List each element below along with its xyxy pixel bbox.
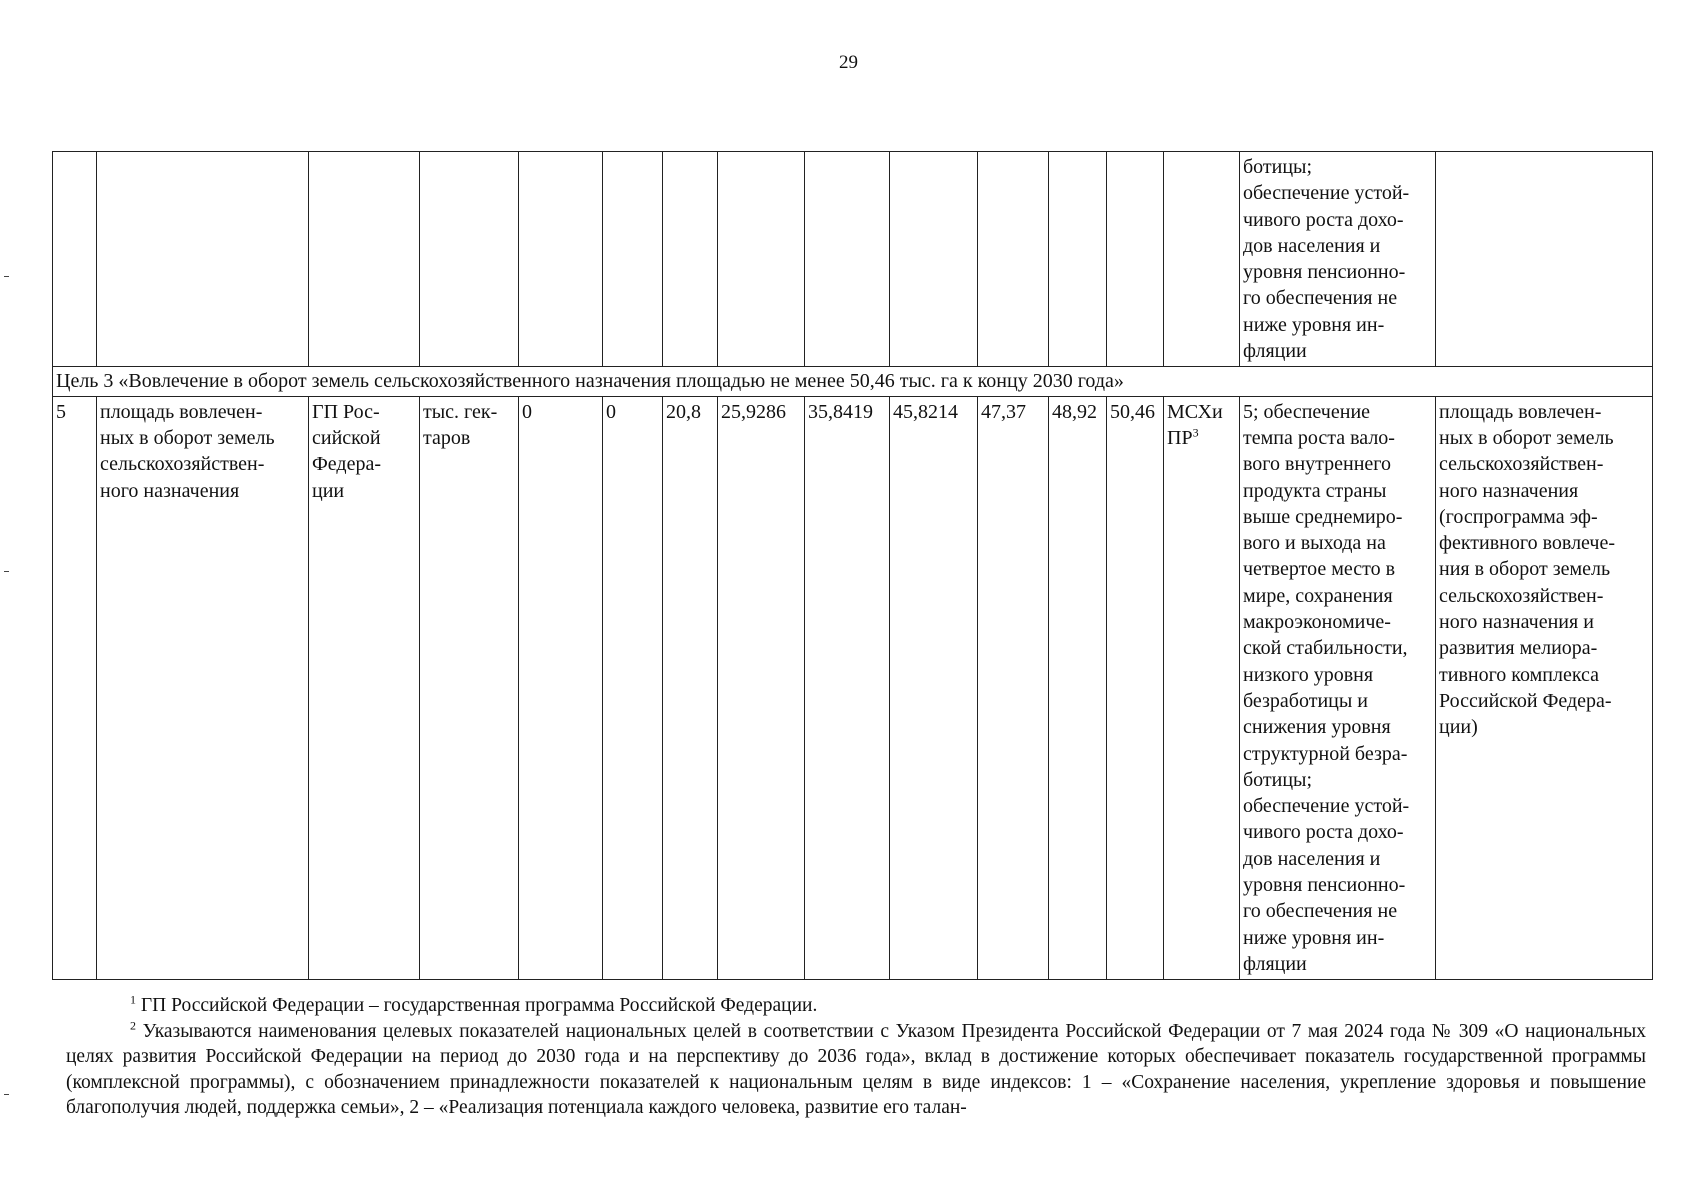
page-number: 29 — [839, 52, 858, 73]
footnotes — [66, 993, 1646, 1121]
table-cell — [97, 152, 309, 367]
responsible-label: МСХи ПР — [1167, 400, 1223, 449]
footnote-ref: 3 — [1192, 425, 1199, 440]
base-value-cell: 0 — [519, 396, 603, 980]
table-row-indicator — [53, 396, 1653, 980]
table-cell — [1049, 152, 1107, 367]
indicator-level-cell: ГП Рос- сийской Федера- ции — [309, 396, 420, 980]
footnote-1 — [66, 993, 1646, 1019]
footnote-mark: 2 — [130, 1018, 136, 1032]
table-cell — [718, 152, 805, 367]
value-cell-2029: 48,92 — [1049, 396, 1107, 980]
table-row-continuation — [53, 152, 1653, 367]
table-cell — [890, 152, 978, 367]
table-cell — [805, 152, 890, 367]
margin-mark — [4, 571, 9, 572]
margin-mark — [4, 1094, 9, 1095]
value-cell-2024: 20,8 — [663, 396, 718, 980]
value-cell-2026: 35,8419 — [805, 396, 890, 980]
table-cell — [1107, 152, 1164, 367]
footnote-2 — [66, 1019, 1646, 1121]
table-cell — [1164, 152, 1240, 367]
table-cell — [53, 152, 97, 367]
contribution-cell: 5; обеспечение темпа роста вало- вого внутреннего продукта страны выше среднемиро- вого и выхода на четвертое место в мире, сохранения макроэкономиче- ской стабильности, низкого уровня безработицы и снижения уровня структурной безра- ботицы; обеспечение устой- чивого роста дохо- дов населения и уровня пенсионно- го обеспечения не ниже уровня ин- фляции — [1240, 396, 1436, 980]
value-cell-2025: 25,9286 — [718, 396, 805, 980]
footnote-mark: 1 — [130, 992, 136, 1007]
table-cell — [420, 152, 519, 367]
row-number-cell: 5 — [53, 396, 97, 980]
footnote-text: Указываются наименования целевых показателей национальных целей в соответствии с Указом Президента Российской Федерации от 7 мая 2024 года № 309 «О национальных целях развития Российской Федерации на период до 2030 года и на перспективу до 2036 года», вклад в достижение которых обеспечивает показатель государственной программы (комплексной программы), с обозначением принадлежности показателей к национальным целям в виде индексов: 1 – «Сохранение населения, укрепление здоровья и повышение благополучия людей, поддержка семьи», 2 – «Реализация потенциала каждого человека, развитие его талан- — [66, 1020, 1647, 1118]
table-cell — [663, 152, 718, 367]
value-cell-2028: 47,37 — [978, 396, 1049, 980]
table-row-goal — [53, 367, 1653, 396]
value-cell-2030: 50,46 — [1107, 396, 1164, 980]
table-cell — [309, 152, 420, 367]
responsible-cell — [1164, 396, 1240, 980]
unit-cell: тыс. гек- таров — [420, 396, 519, 980]
program-indicator-cell — [1436, 152, 1653, 367]
margin-mark — [4, 276, 9, 277]
table-cell — [603, 152, 663, 367]
program-indicator-cell: площадь вовлечен- ных в оборот земель сельскохозяйствен- ного назначения (госпрограмма эф- фективного вовлече- ния в оборот земель сельскохозяйствен- ного назначения и развития мелиора- тивного комплекса Российской Федера- ции) — [1436, 396, 1653, 980]
base-year-cell: 0 — [603, 396, 663, 980]
table-cell — [978, 152, 1049, 367]
indicator-name-cell: площадь вовлечен- ных в оборот земель сельскохозяйствен- ного назначения — [97, 396, 309, 980]
contribution-cell: ботицы; обеспечение устой- чивого роста дохо- дов населения и уровня пенсионно- го обеспечения не ниже уровня ин- фляции — [1240, 152, 1436, 367]
footnote-text: ГП Российской Федерации – государственная программа Российской Федерации. — [140, 995, 818, 1016]
table-cell — [519, 152, 603, 367]
goal-heading: Цель 3 «Вовлечение в оборот земель сельскохозяйственного назначения площадью не менее 50,46 тыс. га к концу 2030 года» — [53, 367, 1653, 396]
indicator-table — [52, 151, 1653, 980]
value-cell-2027: 45,8214 — [890, 396, 978, 980]
